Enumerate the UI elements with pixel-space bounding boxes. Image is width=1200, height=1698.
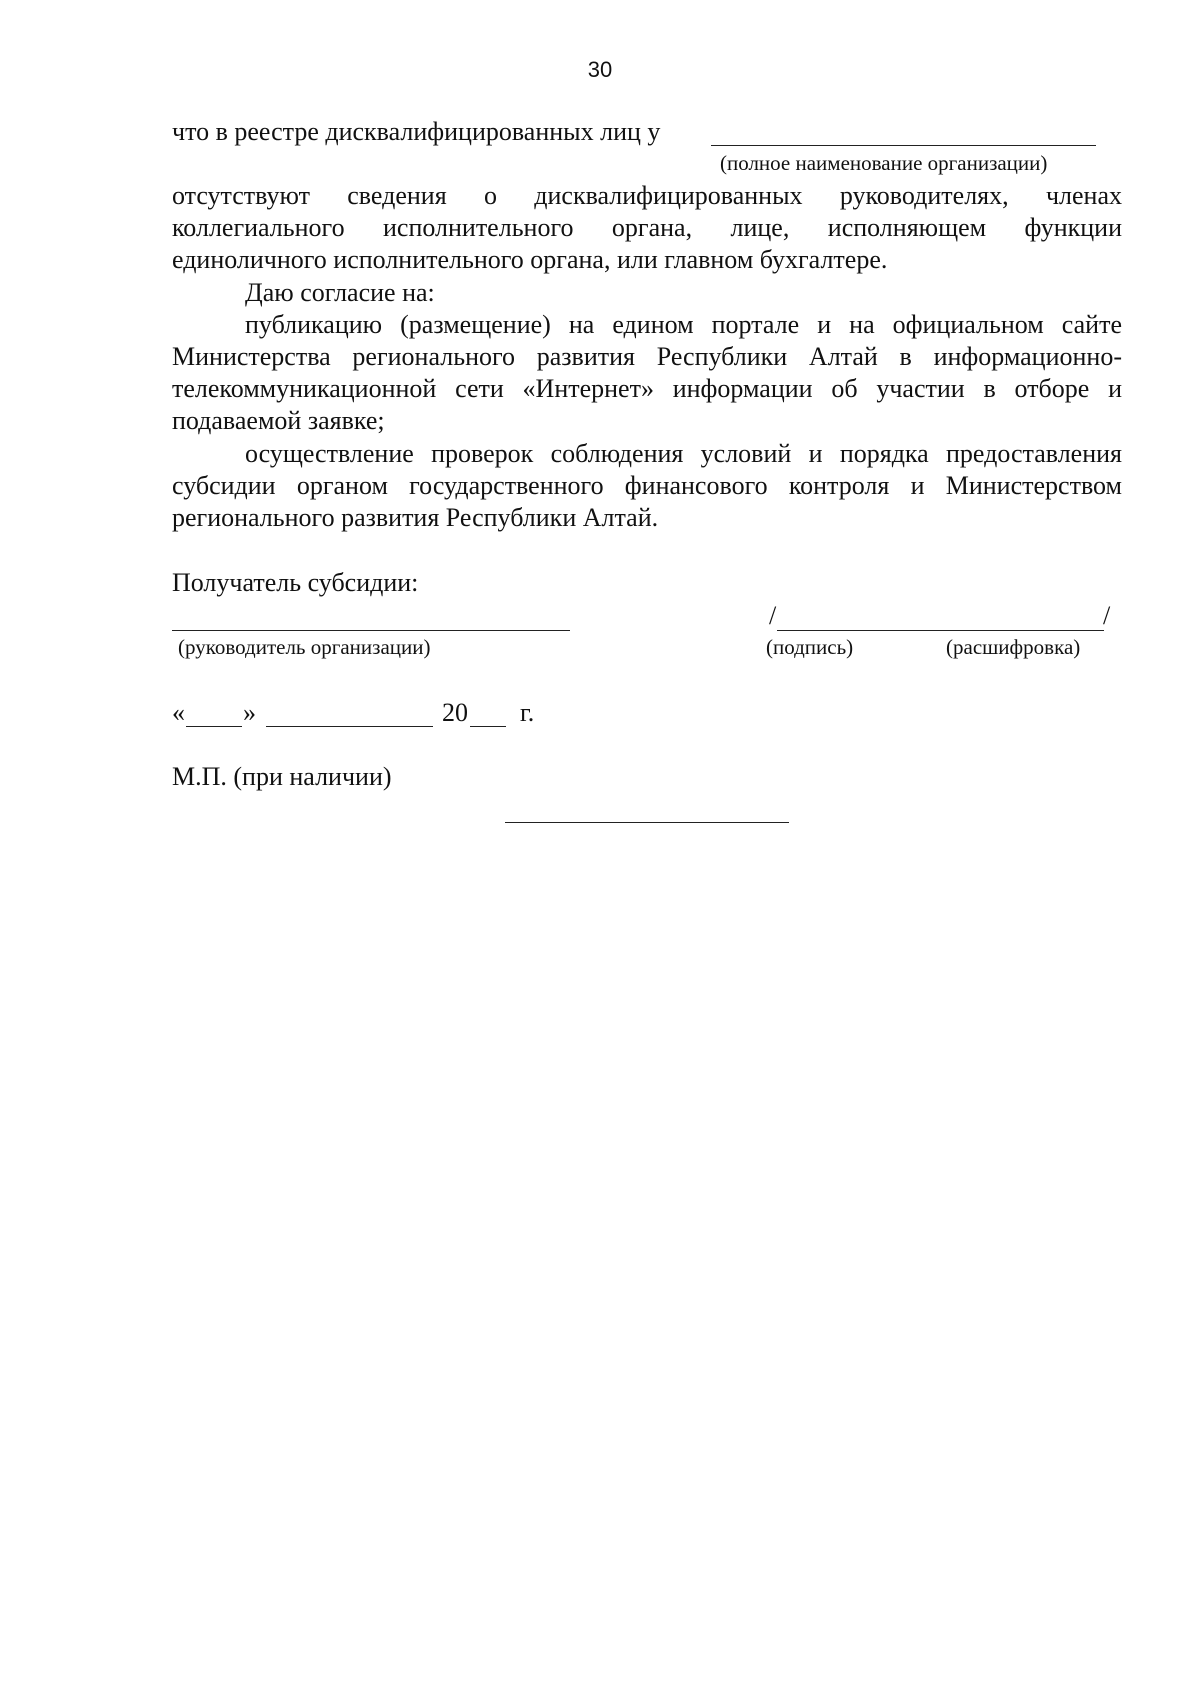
organization-name-caption: (полное наименование организации) [720, 151, 1048, 175]
date-year-suffix: г. [520, 698, 535, 727]
date-day-blank [186, 726, 242, 727]
registry-line: что в реестре дисквалифицированных лиц у [172, 117, 661, 146]
signature-slash-right: / [1103, 601, 1111, 630]
date-year-blank [470, 726, 506, 727]
date-year-prefix: 20 [442, 698, 468, 727]
page-number: 30 [587, 57, 613, 82]
consent-heading: Даю согласие на: [245, 278, 435, 307]
closing-divider [505, 822, 789, 823]
date-month-blank [266, 726, 433, 727]
absence-paragraph: отсутствуют сведения о дисквалифицированных руководителях, членах коллегиального исполнительного органа, лице, исполняющем функции единоличного исполнительного органа, или главном бухгалтере. [172, 181, 1122, 274]
organization-head-caption: (руководитель организации) [178, 635, 431, 659]
signature-slash-left: / [769, 601, 777, 630]
date-close-quote: » [243, 698, 256, 727]
signature-caption: (подпись) [766, 635, 854, 659]
organization-name-blank [711, 145, 1096, 146]
date-open-quote: « [172, 698, 185, 727]
consent-inspection-paragraph: осуществление проверок соблюдения условий и порядка предоставления субсидии органом государственного финансового контроля и Министерством регионального развития Республики Алтай. [172, 439, 1122, 532]
recipient-label: Получатель субсидии: [172, 568, 419, 597]
decode-caption: (расшифровка) [946, 635, 1081, 659]
organization-head-blank [172, 630, 570, 631]
stamp-label: М.П. (при наличии) [172, 762, 392, 791]
consent-publication-paragraph: публикацию (размещение) на едином портале и на официальном сайте Министерства регионального развития Республики Алтай в информационно-телекоммуникационной сети «Интернет» информации об участии в отборе и подаваемой заявке; [172, 310, 1122, 435]
signature-blank [777, 630, 1104, 631]
